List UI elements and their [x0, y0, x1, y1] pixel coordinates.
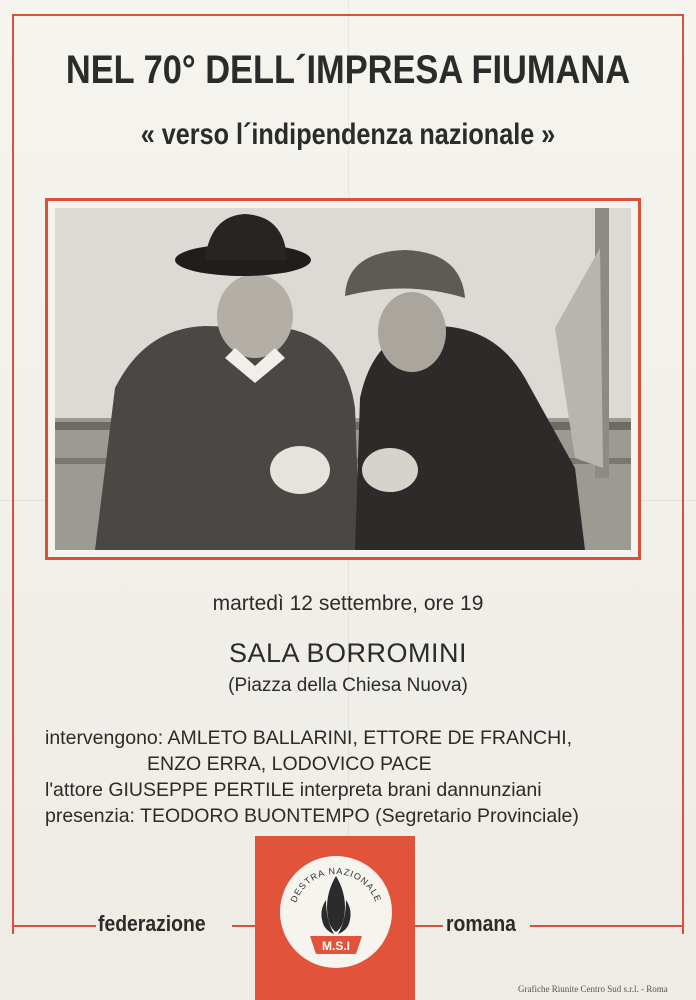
printer-credit: Grafiche Riunite Centro Sud s.r.l. - Roma: [518, 984, 668, 994]
flame-logo-icon: [280, 856, 392, 968]
poster-subtitle: « verso l´indipendenza nazionale »: [140, 118, 556, 151]
event-venue: SALA BORROMINI: [228, 638, 468, 668]
speakers-line-4: presenzia: TEODORO BUONTEMPO (Segretario Provinciale): [45, 805, 579, 827]
event-date: martedì 12 settembre, ore 19: [212, 592, 484, 615]
event-address: (Piazza della Chiesa Nuova): [228, 675, 468, 696]
footer-rule-mid-left: [232, 925, 256, 927]
emblem-arc-text: DESTRA NAZIONALE: [288, 865, 384, 904]
footer-rule-right: [530, 925, 682, 927]
footer-federazione: federazione: [98, 911, 206, 936]
photo-frame: [45, 198, 641, 560]
poster-title: NEL 70° DELL´IMPRESA FIUMANA: [65, 48, 631, 92]
speakers-line-1: intervengono: AMLETO BALLARINI, ETTORE DE FRANCHI,: [45, 727, 573, 749]
emblem-initials: M.S.I: [321, 939, 351, 953]
historical-photo: [55, 208, 631, 550]
footer-rule-mid-right: [415, 925, 443, 927]
msi-emblem: [280, 856, 392, 968]
speakers-line-2: ENZO ERRA, LODOVICO PACE: [147, 753, 432, 775]
footer-romana: romana: [446, 911, 516, 936]
speakers-line-3: l'attore GIUSEPPE PERTILE interpreta brani dannunziani: [45, 779, 542, 801]
photo-illustration: [55, 208, 631, 550]
speakers-block: [45, 725, 665, 829]
footer-rule-left: [12, 925, 96, 927]
